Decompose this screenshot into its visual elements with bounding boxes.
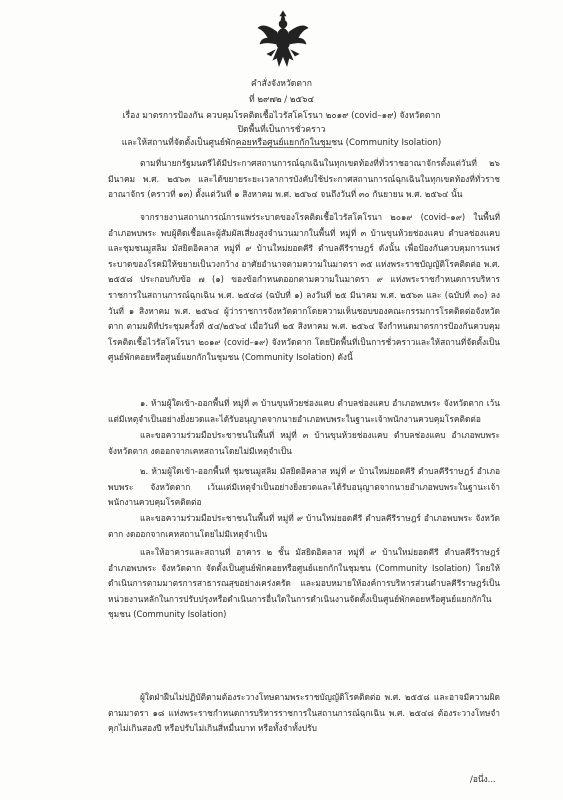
subject-line-3: และให้สถานที่จัดตั้งเป็นศูนย์พักคอยหรือศูนย์แยกกักในชุมชน (Community Isolation) — [121, 138, 442, 148]
order-item-3: และให้อาคารและสถานที่ อาคาร ๒ ชั้น มัสยิดอิคลาส หมู่ที่ ๙ บ้านใหม่ยอดคีรี ตำบลคีรีราษฎร์ อำเภอพบพระ จังหวัดตาก จัดตั้งเป็นศูนย์พักคอยหรือศูนย์แยกกักในชุมชน (Community Isolation) โดยให้ดำเนินการตามมาตรการสาธารณสุขอย่างเคร่งครัด และมอบหมายให้องค์การบริหารส่วนตำบลคีรีราษฎร์เป็นหน่วยงานหลักในการปรับปรุงหรือดำเนินการอื่นใดในการดำเนินงานจัดตั้งเป็นศูนย์พักคอยหรือศูนย์แยกกักในชุมชน (Community Isolation) — [108, 547, 500, 620]
garuda-emblem-icon — [257, 10, 309, 68]
paragraph-situation: จากรายงานสถานการณ์การแพร่ระบาดของโรคติดเชื้อไวรัสโคโรนา ๒๐๑๙ (covid–๑๙) ในพื้นที่อำเภอพบพระ พบผู้ติดเชื้อและผู้สัมผัสเสี่ยงสูงจำนวนมากในพื้นที่ หมู่ที่ ๓ บ้านขุนห้วยช่องแคบ ตำบลช่องแคบ และชุมชนมูสลิม มัสยิดอิคลาส หมู่ที่ ๙ บ้านใหม่ยอดคีรี ตำบลคีรีราษฎร์ ดังนั้น เพื่อป้องกันควบคุมการแพร่ระบาดของโรคมิให้ขยายเป็นวงกว้าง อาศัยอำนาจตามความในมาตรา ๓๕ แห่งพระราชบัญญัติโรคติดต่อ พ.ศ. ๒๕๕๘ ประกอบกับข้อ ๗ (๑) ของข้อกำหนดออกตามความในมาตรา ๙ แห่งพระราชกำหนดการบริหารราชการในสถานการณ์ฉุกเฉิน พ.ศ. ๒๕๔๘ (ฉบับที่ ๑) ลงวันที่ ๒๕ มีนาคม พ.ศ. ๒๕๖๓ และ (ฉบับที่ ๓๐) ลงวันที่ ๑ สิงหาคม พ.ศ. ๒๕๖๔ ผู้ว่าราชการจังหวัดตากโดยความเห็นชอบของคณะกรรมการโรคติดต่อจังหวัดตาก ตามมติที่ประชุมครั้งที่ ๕๔/๒๕๖๔ เมื่อวันที่ ๒๕ สิงหาคม พ.ศ. ๒๕๖๔ จึงกำหนดมาตรการป้องกันควบคุมโรคติดเชื้อไวรัสโคโรนา ๒๐๑๙ (covid–๑๙) จังหวัดตาก โดยปิดพื้นที่เป็นการชั่วคราวและให้สถานที่จัดตั้งเป็นศูนย์พักคอยหรือศูนย์แยกกักในชุมชน (Community Isolation) ดังนี้ — [108, 212, 500, 363]
order-item-1-request: และขอความร่วมมือประชาชนในพื้นที่ หมู่ที่ ๓ บ้านขุนห้วยช่องแคบ ตำบลช่องแคบ อำเภอพบพระ จังหวัดตาก งดออกจากเคหสถานโดยไม่มีเหตุจำเป็น — [108, 430, 500, 456]
order-title: คำสั่งจังหวัดตาก — [251, 79, 312, 89]
continued-marker: /อนึ่ง... — [470, 774, 496, 784]
order-item-1: ๑. ห้ามผู้ใดเข้า-ออกพื้นที่ หมู่ที่ ๓ บ้านขุนห้วยช่องแคบ ตำบลช่องแคบ อำเภอพบพระ จังหวัดตาก เว้นแต่มีเหตุจำเป็นอย่างยิ่งยวดและได้รับอนุญาตจากนายอำเภอพบพระในฐานะเจ้าพนักงานควบคุมโรคติดต่อ — [108, 398, 500, 424]
subject-line: เรื่อง มาตรการป้องกัน ควบคุมโรคติดเชื้อไวรัสโคโรนา ๒๐๑๙ (covid–๑๙) จังหวัดตาก — [122, 111, 441, 121]
penalty-paragraph: ผู้ใดฝ่าฝืนไม่ปฏิบัติตามต้องระวางโทษตามพระราชบัญญัติโรคติดต่อ พ.ศ. ๒๕๕๘ และอาจมีความผิดตามมาตรา ๑๘ แห่งพระราชกำหนดการบริหารราชการในสถานการณ์ฉุกเฉิน พ.ศ. ๒๕๔๘ ต้องระวางโทษจำคุกไม่เกินสองปี หรือปรับไม่เกินสี่หมื่นบาท หรือทั้งจำทั้งปรับ — [108, 692, 500, 734]
order-number: ที่ ๒๙๗๒ / ๒๕๖๔ — [249, 95, 314, 105]
title-divider — [236, 147, 332, 148]
order-item-2-request: และขอความร่วมมือประชาชนในพื้นที่ หมู่ที่ ๙ บ้านใหม่ยอดคีรี ตำบลคีรีราษฎร์ อำเภอพบพระ จังหวัดตาก งดออกจากเคหสถานโดยไม่มีเหตุจำเป็น — [108, 513, 500, 539]
order-item-2: ๒. ห้ามผู้ใดเข้า-ออกพื้นที่ ชุมชนมูสลิม มัสยิดอิคลาส หมู่ที่ ๙ บ้านใหม่ยอดคีรี ตำบลคีรีราษฎร์ อำเภอพบพระ จังหวัดตาก เว้นแต่มีเหตุจำเป็นอย่างยิ่งยวดและได้รับอนุญาตจากนายอำเภอพบพระในฐานะเจ้าพนักงานควบคุมโรคติดต่อ — [108, 466, 500, 508]
paragraph-background: ตามที่นายกรัฐมนตรีได้มีประกาศสถานการณ์ฉุกเฉินในทุกเขตท้องที่ทั่วราชอาณาจักรตั้งแต่วันที่ ๒๖ มีนาคม พ.ศ. ๒๕๖๓ และได้ขยายระยะเวลาการบังคับใช้ประกาศสถานการณ์ฉุกเฉินในทุกเขตท้องที่ทั่วราชอาณาจักร (คราวที่ ๑๓) ตั้งแต่วันที่ ๑ สิงหาคม พ.ศ. ๒๕๖๔ จนถึงวันที่ ๓๐ กันยายน พ.ศ. ๒๕๖๔ นั้น — [108, 158, 500, 200]
subject-line-2: ปิดพื้นที่เป็นการชั่วคราว — [237, 125, 326, 135]
